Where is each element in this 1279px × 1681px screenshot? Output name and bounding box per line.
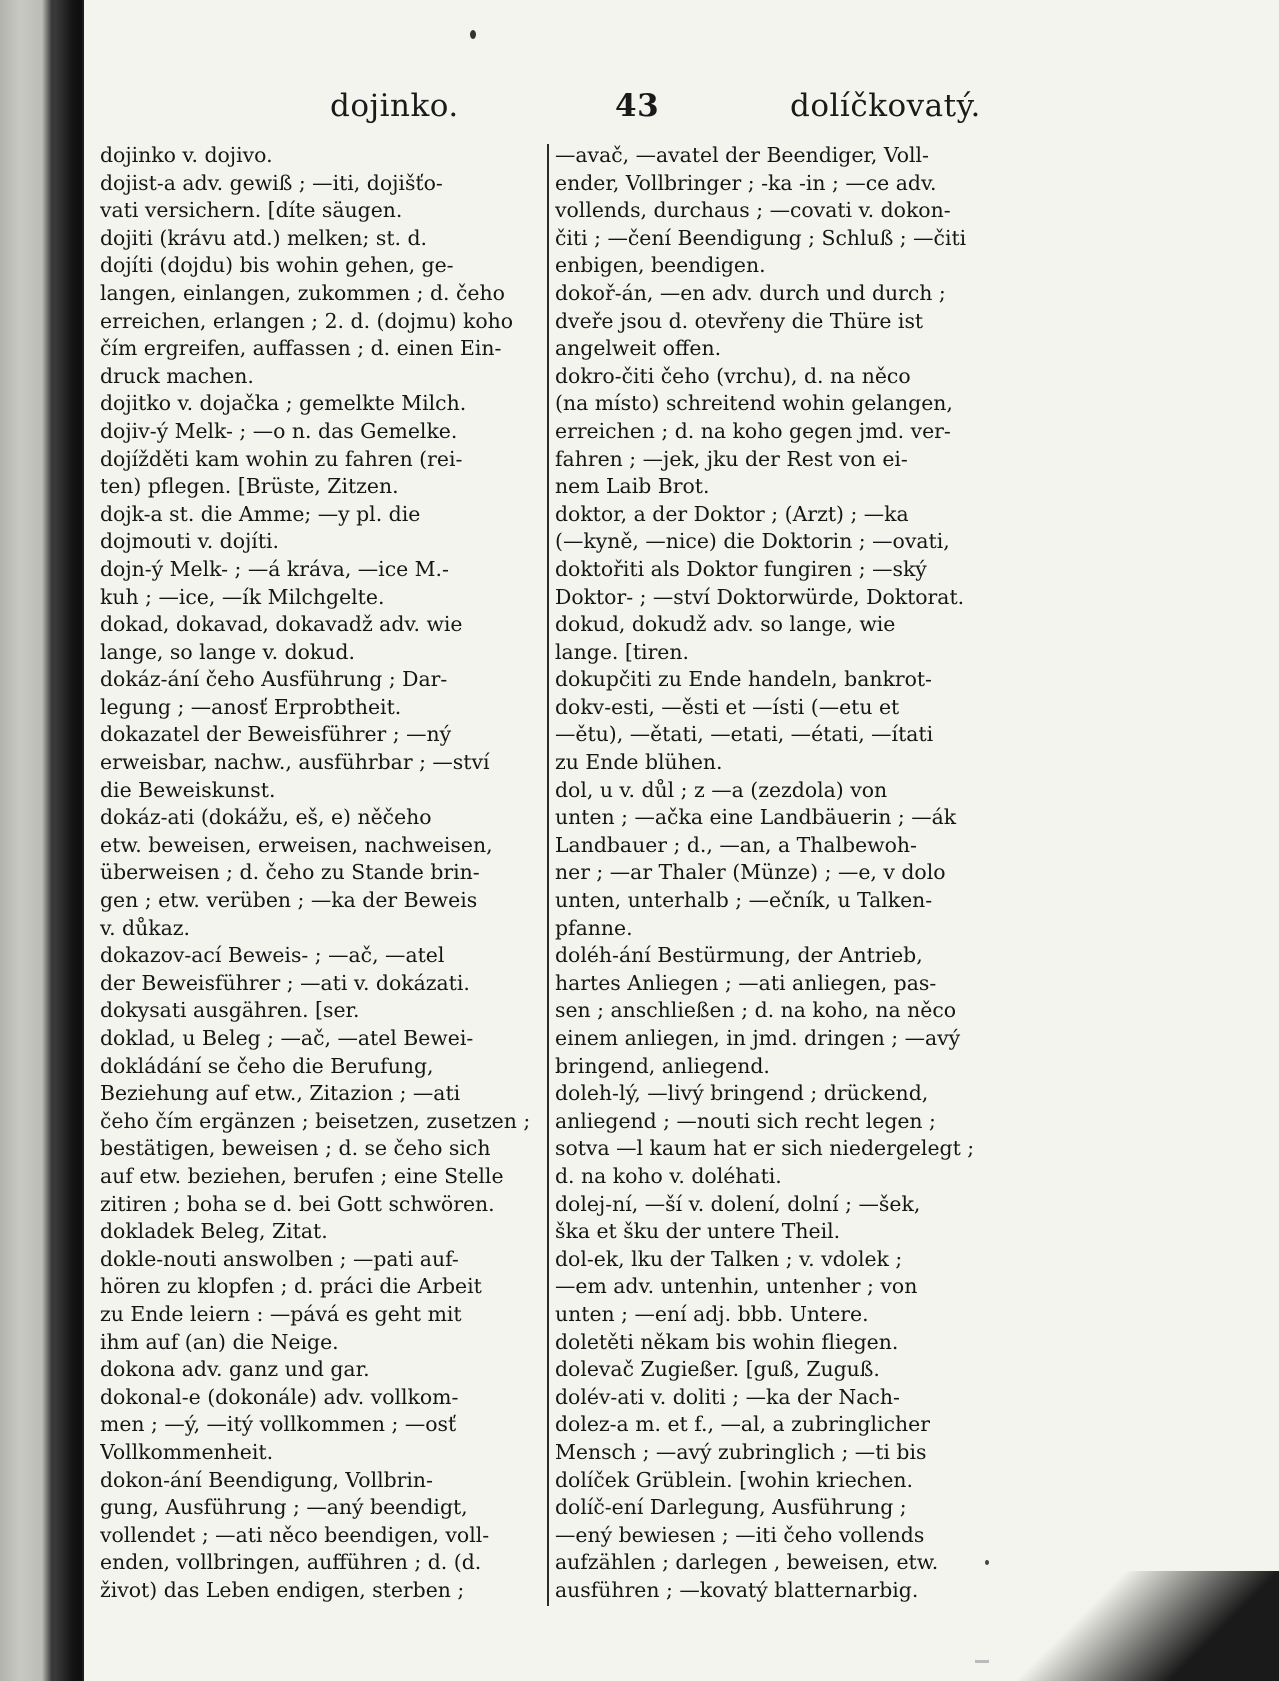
dictionary-line: dokazatel der Beweisführer ; —ný [100,722,452,747]
dictionary-line: ška et šku der untere Theil. [555,1219,841,1244]
dictionary-line: zitiren ; boha se d. bei Gott schwören. [100,1191,495,1216]
dictionary-line: dolevač Zugießer. [guß, Zuguß. [555,1357,880,1382]
dictionary-line: einem anliegen, in jmd. dringen ; —avý [555,1026,961,1050]
dictionary-line: ender, Vollbringer ; -ka -in ; —ce adv. [555,170,937,195]
dictionary-line: dojist-a adv. gewiß ; —iti, dojišťo- [100,170,443,195]
right-column [555,142,1043,1612]
dictionary-line: dolíček Grüblein. [wohin kriechen. [555,1467,914,1492]
dictionary-line: dokládání se čeho die Berufung, [100,1053,434,1078]
dictionary-line: dojížděti kam wohin zu fahren (rei- [100,446,463,471]
dictionary-line: dokoř-án, —en adv. durch und durch ; [555,280,946,305]
page-header [250,88,1000,138]
dictionary-line: dokupčiti zu Ende handeln, bankrot- [555,667,932,692]
dictionary-line: Doktor- ; —ství Doktorwürde, Doktorat. [555,584,965,609]
dictionary-line: dolíč-ení Darlegung, Ausführung ; [555,1495,907,1520]
dictionary-line: —ětu), —ětati, —etati, —étati, —ítati [555,722,934,747]
book-spine-edge [0,0,82,1681]
dictionary-line: dokona adv. ganz und gar. [100,1357,370,1382]
dictionary-line: sotva —l kaum hat er sich niedergelegt ; [555,1136,975,1161]
dictionary-line: dokáz-ati (dokážu, eš, e) něčeho [100,805,432,830]
dictionary-line: v. důkaz. [100,915,190,940]
dictionary-line: dveře jsou d. otevřeny die Thüre ist [555,308,924,333]
dictionary-line: nem Laib Brot. [555,474,710,499]
dictionary-line: ihm auf (an) die Neige. [100,1329,339,1354]
dictionary-line: fahren ; —jek, jku der Rest von ei- [555,446,908,471]
dictionary-line: dojinko v. dojivo. [100,143,273,167]
dictionary-line: dojitko v. dojačka ; gemelkte Milch. [100,391,467,416]
dictionary-line: dokro-čiti čeho (vrchu), d. na něco [555,363,911,388]
dictionary-line: ausführen ; —kovatý blatternarbig. [555,1577,919,1602]
dictionary-line: unten ; —ačka eine Landbäuerin ; —ák [555,805,957,830]
dictionary-line: doletěti někam bis wohin fliegen. [555,1329,899,1354]
dictionary-line: dolej-ní, —ší v. dolení, dolní ; —šek, [555,1191,921,1216]
dictionary-line: Beziehung auf etw., Zitazion ; —ati [100,1081,461,1106]
column-divider [547,144,549,1606]
dictionary-line: anliegend ; —nouti sich recht legen ; [555,1108,936,1133]
dictionary-line: hartes Anliegen ; —ati anliegen, pas- [555,970,937,995]
dictionary-line: ner ; —ar Thaler (Münze) ; —e, v dolo [555,860,946,885]
ink-speck [975,1660,989,1663]
dictionary-line: —avač, —avatel der Beendiger, Voll- [555,143,929,167]
dictionary-line: etw. beweisen, erweisen, nachweisen, [100,832,493,857]
dictionary-line: d. na koho v. doléhati. [555,1163,782,1188]
dictionary-line: unten ; —ení adj. bbb. Untere. [555,1301,869,1326]
dictionary-line: čeho čím ergänzen ; beisetzen, zusetzen ; [100,1108,531,1133]
dictionary-line: enbigen, beendigen. [555,253,766,278]
dictionary-line: vati versichern. [díte säugen. [100,198,403,223]
dictionary-line: die Beweiskunst. [100,777,276,802]
dictionary-line: dokon-ání Beendigung, Vollbrin- [100,1467,433,1492]
dictionary-line: dojn-ý Melk- ; —á kráva, —ice M.- [100,556,449,581]
dictionary-line: dokysati ausgähren. [ser. [100,998,360,1023]
header-left-guide-word: dojinko. [330,88,459,124]
dictionary-line: hören zu klopfen ; d. práci die Arbeit [100,1274,482,1299]
dictionary-line: dojk-a st. die Amme; —y pl. die [100,501,421,526]
dictionary-line: lange. [tiren. [555,639,689,664]
ink-speck [470,30,476,39]
dictionary-line: vollendet ; —ati něco beendigen, voll- [100,1522,490,1547]
dictionary-line: doleh-lý, —livý bringend ; drückend, [555,1081,929,1106]
dictionary-line: dokud, dokudž adv. so lange, wie [555,612,896,637]
dictionary-line: —em adv. untenhin, untenher ; von [555,1274,918,1299]
dictionary-line: druck machen. [100,363,254,388]
dictionary-line: pfanne. [555,915,633,940]
left-column [100,142,588,1612]
dictionary-line: dojmouti v. dojíti. [100,529,280,554]
dictionary-line: Mensch ; —avý zubringlich ; —ti bis [555,1439,927,1464]
dictionary-line: men ; —ý, —itý vollkommen ; —osť [100,1412,457,1437]
dictionary-line: vollends, durchaus ; —covati v. dokon- [555,198,951,223]
dictionary-line: dokv-esti, —ěsti et —ísti (—etu et [555,694,900,719]
dictionary-line: dokazov-ací Beweis- ; —ač, —atel [100,943,445,968]
dictionary-line: aufzählen ; darlegen , beweisen, etw. [555,1550,939,1575]
dictionary-line: dol-ek, lku der Talken ; v. vdolek ; [555,1246,903,1271]
dictionary-line: zu Ende leiern : —pává es geht mit [100,1301,462,1326]
dictionary-line: langen, einlangen, zukommen ; d. čeho [100,280,505,305]
dictionary-line: erreichen ; d. na koho gegen jmd. ver- [555,418,951,443]
dictionary-line: doktořiti als Doktor fungiren ; —ský [555,556,927,581]
dictionary-line: angelweit offen. [555,336,722,361]
dictionary-line: unten, unterhalb ; —ečník, u Talken- [555,888,933,913]
dictionary-line: der Beweisführer ; —ati v. dokázati. [100,970,470,995]
dictionary-line: (—kyně, —nice) die Doktorin ; —ovati, [555,529,950,554]
dictionary-line: gen ; etw. verüben ; —ka der Beweis [100,888,478,913]
dictionary-line: bestätigen, beweisen ; d. se čeho sich [100,1136,491,1161]
dictionary-line: überweisen ; d. čeho zu Stande brin- [100,860,480,885]
dictionary-line: dokad, dokavad, dokavadž adv. wie [100,612,463,637]
dictionary-line: dojíti (dojdu) bis wohin gehen, ge- [100,253,454,278]
dictionary-line: enden, vollbringen, aufführen ; d. (d. [100,1550,482,1575]
dictionary-line: lange, so lange v. dokud. [100,639,355,664]
dictionary-line: doléh-ání Bestürmung, der Antrieb, [555,943,923,968]
dictionary-line: dokonal-e (dokonále) adv. vollkom- [100,1384,459,1409]
dictionary-line: erreichen, erlangen ; 2. d. (dojmu) koho [100,308,514,333]
dictionary-line: —ený bewiesen ; —iti čeho vollends [555,1522,925,1547]
dictionary-line: dokle-nouti answolben ; —pati auf- [100,1246,459,1271]
dictionary-line: zu Ende blühen. [555,750,723,775]
dictionary-line: dolév-ati v. doliti ; —ka der Nach- [555,1384,900,1409]
dictionary-line: dol, u v. důl ; z —a (zezdola) von [555,777,888,802]
dictionary-line: bringend, anliegend. [555,1053,770,1078]
dictionary-line: Vollkommenheit. [100,1439,274,1464]
dictionary-line: doktor, a der Doktor ; (Arzt) ; —ka [555,501,909,526]
dictionary-line: čím ergreifen, auffassen ; d. einen Ein- [100,336,502,361]
dictionary-line: čiti ; —čení Beendigung ; Schluß ; —čiti [555,225,967,250]
header-right-guide-word: dolíčkovatý. [790,88,981,124]
dictionary-line: kuh ; —ice, —ík Milchgelte. [100,584,385,609]
dictionary-line: doklad, u Beleg ; —ač, —atel Bewei- [100,1026,474,1050]
dictionary-line: auf etw. beziehen, berufen ; eine Stelle [100,1163,504,1188]
dictionary-line: gung, Ausführung ; —aný beendigt, [100,1495,468,1520]
dictionary-line: legung ; —anosť Erprobtheit. [100,694,402,719]
dictionary-line: sen ; anschließen ; d. na koho, na něco [555,998,957,1023]
dictionary-line: erweisbar, nachw., ausführbar ; —ství [100,750,490,775]
dictionary-line: Landbauer ; d., —an, a Thalbewoh- [555,832,917,857]
dictionary-line: život) das Leben endigen, sterben ; [100,1577,465,1602]
dictionary-line: dokladek Beleg, Zitat. [100,1219,328,1244]
page-number: 43 [615,88,660,124]
dictionary-line: dolez-a m. et f., —al, a zubringlicher [555,1412,930,1437]
dictionary-line: dokáz-ání čeho Ausführung ; Dar- [100,667,448,692]
dictionary-line: (na místo) schreitend wohin gelangen, [555,391,953,416]
dictionary-line: dojiv-ý Melk- ; —o n. das Gemelke. [100,418,458,443]
dictionary-line: dojiti (krávu atd.) melken; st. d. [100,225,428,250]
dictionary-line: ten) pflegen. [Brüste, Zitzen. [100,474,399,499]
